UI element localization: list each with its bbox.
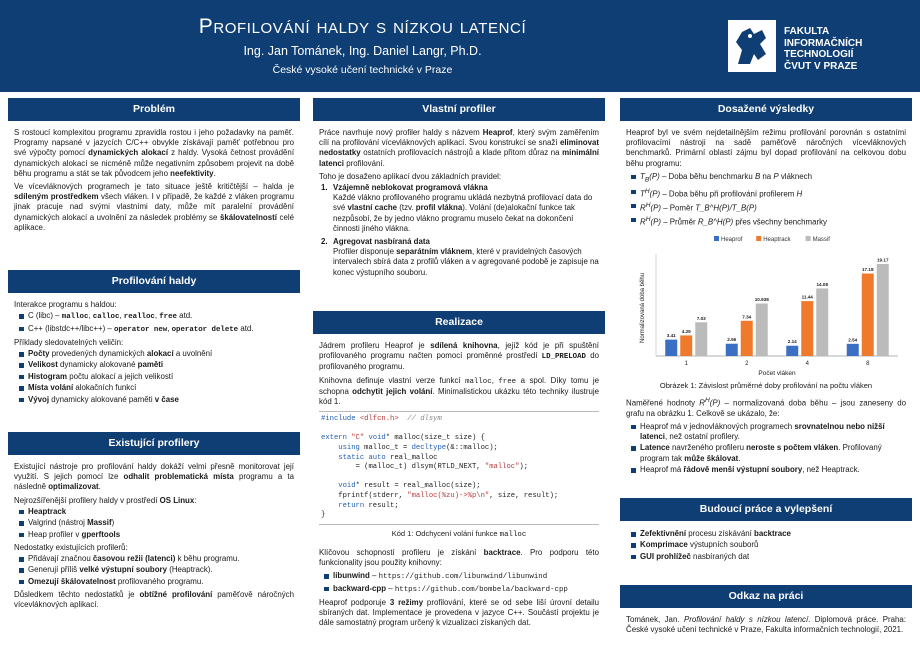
- bar-heaprof-1: [665, 339, 677, 355]
- poster-header: [0, 0, 920, 92]
- poster-affiliation: České vysoké učení technické v Praze: [272, 64, 453, 76]
- list-item: 2. Agregovat nasbíraná data Profiler disponuje separátním vláknem, které v pravidelných časových intervalech sbírá data z profilů vláken a v agregované podobě je zapisuje na konec výstupního souboru.: [321, 237, 599, 277]
- drawback-list: [14, 554, 294, 587]
- legend-swatch: [714, 236, 719, 241]
- list-item: Heaptrack: [14, 507, 294, 517]
- api-list: [14, 311, 294, 335]
- y-axis-label: Normalizovaná doba běhu: [640, 272, 646, 343]
- data-label: 7.34: [742, 313, 752, 319]
- findings-list: [626, 422, 906, 475]
- x-axis-label: Počet vláken: [758, 369, 796, 377]
- x-tick-label: 1: [684, 360, 688, 367]
- list-item: $T_B(P)$ – Doba běhu benchmarku B na P vláknech: [626, 172, 906, 186]
- data-label: 7.03: [696, 315, 706, 321]
- list-item: Počty provedených dynamických alokací a uvolnění: [14, 349, 294, 359]
- legend-label: Heaptrack: [763, 236, 791, 243]
- library-link[interactable]: https://github.com/bombela/backward-cpp: [394, 585, 568, 594]
- list-item: Velikost dynamicky alokované paměti: [14, 360, 294, 370]
- list-item: Zefektivnění procesu získávání backtrace: [626, 529, 906, 539]
- bar-heaprof-2: [726, 343, 738, 355]
- code-listing: #include <dlfcn.h> // dlsym extern "C" void* malloc(size_t size) { using malloc_t = decltype(&::malloc); static auto real_malloc = (malloc_t) dlsym(RTLD_NEXT, "malloc"); void* result = real_malloc(size); fprintf(stderr, "malloc(%zu)->%p\n", size, result); return result; }: [319, 411, 599, 525]
- data-label: 4.29: [681, 328, 691, 334]
- section-title: Existující profilery: [8, 432, 300, 455]
- section-reference: [620, 585, 912, 638]
- section-future-work: [620, 498, 912, 565]
- library-list: [319, 571, 599, 595]
- list-item: Vývoj dynamicky alokované paměti v čase: [14, 395, 294, 405]
- paragraph: Naměřené hodnoty $R^H(P)$ – normalizovaná doba běhu – jsou zaneseny do grafu na obrázku 1. Celkově se ukázalo, že:: [626, 396, 906, 418]
- data-label: 2.56: [727, 336, 737, 342]
- list-item: Histogram počtu alokací a jejich velikostí: [14, 372, 294, 382]
- list-item: Přidávají značnou časovou režii (latenci) k běhu programu.: [14, 554, 294, 564]
- section-results: [620, 98, 912, 478]
- x-tick-label: 2: [745, 360, 749, 367]
- list-item: GUI prohlížeč nasbíraných dat: [626, 552, 906, 562]
- list-item: Místa volání alokačních funkcí: [14, 383, 294, 393]
- section-title: Budoucí práce a vylepšení: [620, 498, 912, 521]
- section-title: Realizace: [313, 311, 605, 334]
- legend-label: Massif: [812, 236, 830, 243]
- bar-massif-2: [756, 303, 768, 356]
- paragraph: Heaprof podporuje 3 režimy profilování, které se od sebe liší úrovní detailu sbíraných dat. Implementace je provedena v jazyce C++. Součástí projektu je dále samostatný program určený k vizualizaci získaných dat.: [319, 597, 599, 628]
- section-title: Vlastní profiler: [313, 98, 605, 121]
- list-item: Generují příliš velké výstupní soubory (Heaptrack).: [14, 565, 294, 575]
- definition-list: [626, 172, 906, 228]
- data-label: 10.938: [754, 296, 769, 302]
- logo-text: FAKULTA INFORMAČNÍCH TECHNOLOGIÍ ČVUT V PRAZE: [784, 26, 863, 72]
- list-item: Omezují škálovatelnost profilovaného programu.: [14, 577, 294, 587]
- paragraph: Knihovna definuje vlastní verze funkcí malloc, free a spol. Díky tomu je schopna odchytit jejich volání. Minimalistickou ukázku této techniky ilustruje kód 1.: [319, 375, 600, 407]
- bar-heaptrack-2: [741, 320, 753, 355]
- paragraph: Heaprof byl ve svém nejdetailnějším režimu profilování porovnán s ostatními profilovacími nástroji na sadě paměťově náročných vícevláknových benchmarků. Primární oblastí zájmu byl dopad profilování na celkovou dobu běhu programu:: [626, 128, 906, 168]
- bar-heaptrack-4: [801, 301, 813, 356]
- legend-swatch: [756, 236, 761, 241]
- fit-logo: [728, 20, 908, 72]
- paragraph: Jádrem profileru Heaprof je sdílená knihovna, jejíž kód je při spuštění profilovaného programu načten pomocí proměnné prostředí LD_PRELOAD do profilovaného programu.: [319, 341, 599, 372]
- data-label: 17.18: [862, 266, 874, 272]
- list-item: Heaprof má řádově menší výstupní soubory, než Heaptrack.: [626, 465, 906, 475]
- section-title: Odkaz na práci: [620, 585, 912, 608]
- paragraph: Nejrozšířenější profilery haldy v prostředí OS Linux:: [14, 495, 197, 505]
- legend-swatch: [806, 236, 811, 241]
- bar-heaprof-8: [847, 343, 859, 355]
- legend-label: Heaprof: [721, 236, 743, 243]
- lion-icon: [728, 20, 776, 72]
- rule-list: [319, 183, 599, 278]
- tool-list: [14, 507, 294, 540]
- section-title: Problém: [8, 98, 300, 121]
- paragraph: Důsledkem těchto nedostatků je obtížné profilování paměťově náročných vícevláknových aplikací.: [14, 589, 294, 610]
- list-item: Latence navrženého profileru neroste s počtem vláken. Profilovaný program tak může škálovat.: [626, 443, 906, 463]
- data-label: 2.14: [787, 338, 797, 344]
- list-item: $R^H(P)$ – Průměr R_B^H(P) přes všechny benchmarky: [626, 215, 906, 228]
- paragraph: Klíčovou schopností profileru je získání backtrace. Pro podporu této funkcionality jsou použity knihovny:: [319, 547, 599, 568]
- list-item: $T^H(P)$ – Doba běhu při profilování profilerem H: [626, 187, 906, 200]
- bar-massif-8: [877, 264, 889, 356]
- figure-caption: Obrázek 1: Závislost průměrné doby profilování na počtu vláken: [659, 380, 873, 390]
- list-item: Valgrind (nástroj Massif): [14, 518, 294, 528]
- bar-heaprof-4: [786, 345, 798, 355]
- library-link[interactable]: https://github.com/libunwind/libunwind: [378, 573, 548, 582]
- section-title: Profilování haldy: [8, 270, 300, 293]
- runtime-chart: [626, 230, 906, 380]
- bar-massif-1: [695, 322, 707, 356]
- paragraph: S rostoucí komplexitou programu zpravidla rostou i jeho požadavky na paměť. Programy napsané v jazycích C/C++ obvykle získávají paměť potřebnou pro své výpočty pomocí dynamických alokací z haldy. Vysoká četnost provádění dynamických alokací se nicméně může negativním způsobem projevit na době běhu programu a stát se tak původcem jeho neefektivity.: [14, 128, 295, 178]
- list-item: C++ (libstdc++/libc++) – operator new, operator delete atd.: [14, 324, 294, 335]
- list-item: Heaprof má v jednovláknových programech srovnatelnou nebo nižší latenci, než ostatní profilery.: [626, 422, 906, 442]
- bar-heaptrack-1: [680, 335, 692, 356]
- list-item: Heap profiler v gperftools: [14, 530, 294, 540]
- list-item: 1. Vzájemně neblokovat programová vlákna Každé vlákno profilovaného programu ukládá nezbytná profilovací data do své vlastní cache (tzv. profil vlákna). Volání (de)alokační funkce tak nezpůsobí, že by jedno vlákno programu muselo čekat na dokončení činnosti jiného vlákna.: [321, 183, 593, 233]
- data-label: 14.08: [816, 281, 828, 287]
- list-item: Komprimace výstupních souborů: [626, 540, 906, 550]
- section-title: Dosažené výsledky: [620, 98, 912, 121]
- bar-massif-4: [816, 288, 828, 356]
- data-label: 3.41: [666, 332, 676, 338]
- x-tick-label: 4: [805, 360, 809, 367]
- paragraph: Ve vícevláknových programech je tato situace ještě kritičtější – halda je sdíleným prostředkem všech vláken. I v případě, že každé z vláken programu jinak pracuje nad svými vlastními daty, může mít paralelní provádění dynamických alokací a uvolnění za následek problémy se škálovatelností celé aplikace.: [14, 182, 294, 232]
- section-heap-profiling: Profilování haldy Interakce programu s haldou: C (libc) – malloc, calloc, realloc, free atd. C++ (libstdc++/libc++) – operator new, operator delete atd. Příklady sledovatelných veličin: Počty provedených dynamických alokací a uvolnění Velikost dynamicky alokované paměti Histogram počtu alokací a jejich velikostí Místa volání alokačních funkcí Vývoj dynamicky alokované paměti v čase: [8, 270, 300, 408]
- paragraph: Existující nástroje pro profilování haldy dokáží velmi přesně monitorovat její využití. S jejich pomocí lze odhalit problematická místa programu a ta následně optimalizovat.: [14, 462, 294, 492]
- paragraph: Práce navrhuje nový profiler haldy s názvem Heaprof, který svým zaměřením cílí na profilování vícevláknových aplikací. Svou konstrukcí se snaží eliminovat nedostatky ostatních profilovacích nástrojů a klade přitom důraz na minimální latenci profilování.: [319, 128, 599, 168]
- list-item: $R^H(P)$ – Poměr T_B^H(P)/T_B(P): [626, 201, 906, 214]
- section-problem: [8, 98, 300, 236]
- data-label: 2.54: [848, 336, 858, 342]
- data-label: 19.17: [877, 257, 889, 263]
- section-existing-profilers: Existující profilery Existující nástroje pro profilování haldy dokáží velmi přesně monitorovat její využití. S jejich pomocí lze odhalit problematická místa programu a ta následně optimalizovat. Nejrozšířenější profilery haldy v prostředí OS Linux: Heaptrack Valgrind (nástroj Massif) Heap profiler v gperftools Nedostatky existujících profilerů: Přidávají značnou časovou režii (latenci) k běhu programu. Generují příliš velké výstupní soubory (Heaptrack). Omezují škálovatelnost profilovaného programu. Důsledkem těchto nedostatků je obtížné profilování paměťově náročných vícevláknových aplikací.: [8, 432, 300, 613]
- future-list: [626, 529, 906, 562]
- list-item: C (libc) – malloc, calloc, realloc, free atd.: [14, 311, 294, 322]
- list-item: backward-cpp – https://github.com/bombela/backward-cpp: [319, 584, 599, 595]
- section-own-profiler: Vlastní profiler Práce navrhuje nový profiler haldy s názvem Heaprof, který svým zaměřením cílí na profilování vícevláknových aplikací. Svou konstrukcí se snaží eliminovat nedostatky ostatních profilovacích nástrojů a klade přitom důraz na minimální latenci profilování. Toho je dosaženo aplikací dvou základních pravidel: 1. Vzájemně neblokovat programová vlákna Každé vlákno profilovaného programu ukládá nezbytná profilovací data do své vlastní cache (tzv. profil vlákna). Volání (de)alokační funkce tak nezpůsobí, že by jedno vlákno programu muselo čekat na dokončení činnosti jiného vlákna. 2. Agregovat nasbíraná data Profiler disponuje separátním vláknem, které v pravidelných časových intervalech sbírá data z profilů vláken a v agregované podobě je zapisuje na konec výstupního souboru.: [313, 98, 605, 281]
- section-implementation: [313, 311, 605, 632]
- data-label: 11.44: [801, 294, 813, 300]
- list-item: libunwind – https://github.com/libunwind/libunwind: [319, 571, 599, 582]
- code-caption: Kód 1: Odchycení volání funkce malloc: [391, 528, 527, 539]
- poster-title: Profilování haldy s nízkou latencí: [198, 15, 527, 38]
- reference-text: Tománek, Jan. Profilování haldy s nízkou latencí. Diplomová práce. Praha: České vysoké učení technické v Praze, Fakulta informačních technologií, 2021.: [626, 615, 906, 635]
- bar-heaptrack-8: [862, 273, 874, 355]
- metric-list: [14, 349, 294, 405]
- poster-authors: Ing. Jan Tománek, Ing. Daniel Langr, Ph.D.: [243, 44, 482, 58]
- x-tick-label: 8: [866, 360, 870, 367]
